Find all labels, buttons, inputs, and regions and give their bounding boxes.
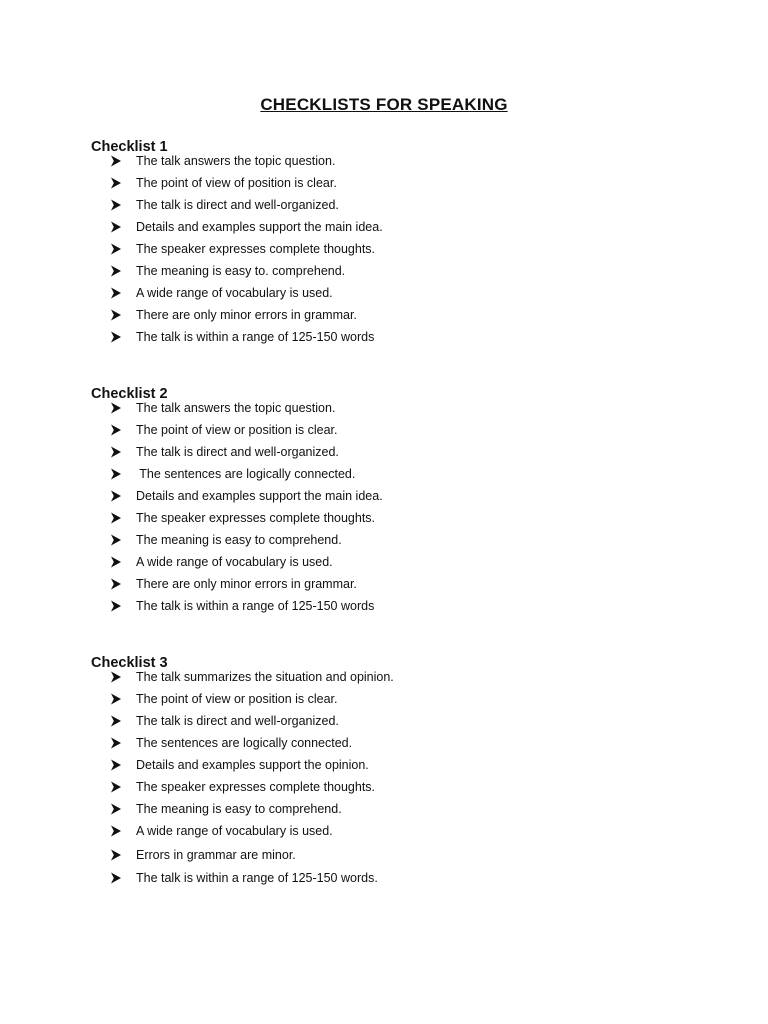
arrowhead-bullet-icon [110,287,122,299]
list-item [0,823,768,843]
list-item-text: The talk is direct and well-organized. [136,714,339,728]
list-item-text: The speaker expresses complete thoughts. [136,242,376,256]
list-item [0,444,768,464]
list-item-text: The point of view of position is clear. [136,176,337,190]
arrowhead-bullet-icon [110,534,122,546]
arrowhead-bullet-icon [110,468,122,480]
list-item [0,241,768,261]
arrowhead-bullet-icon [110,556,122,568]
list-item-text: The speaker expresses complete thoughts. [136,511,376,525]
list-item [0,263,768,283]
list-item-text: The talk is within a range of 125-150 words. [136,871,378,885]
arrowhead-bullet-icon [110,693,122,705]
arrowhead-bullet-icon [110,309,122,321]
arrowhead-bullet-icon [110,578,122,590]
list-item [0,870,768,890]
list-item [0,285,768,305]
list-item [0,801,768,821]
arrowhead-bullet-icon [110,155,122,167]
arrowhead-bullet-icon [110,872,122,884]
list-item [0,757,768,777]
arrowhead-bullet-icon [110,715,122,727]
list-item-text: The talk answers the topic question. [136,154,336,168]
list-item-text: The talk is direct and well-organized. [136,445,339,459]
list-item [0,598,768,618]
list-item [0,735,768,755]
list-item-text: Details and examples support the opinion. [136,758,369,772]
arrowhead-bullet-icon [110,424,122,436]
list-item [0,153,768,173]
list-item-text: Details and examples support the main idea. [136,489,383,503]
checklist-heading: Checklist 2 [91,386,168,402]
arrowhead-bullet-icon [110,490,122,502]
arrowhead-bullet-icon [110,803,122,815]
checklist-heading: Checklist 3 [91,655,168,671]
list-item-text: Details and examples support the main idea. [136,220,383,234]
list-item [0,691,768,711]
arrowhead-bullet-icon [110,243,122,255]
list-item [0,669,768,689]
list-item-text: The talk is within a range of 125-150 words [136,599,375,613]
checklist-heading: Checklist 1 [91,139,168,155]
arrowhead-bullet-icon [110,849,122,861]
arrowhead-bullet-icon [110,265,122,277]
list-item [0,488,768,508]
list-item [0,329,768,349]
arrowhead-bullet-icon [110,221,122,233]
page-title: CHECKLISTS FOR SPEAKING [260,95,508,114]
list-item-text: The meaning is easy to. comprehend. [136,264,346,278]
list-item [0,532,768,552]
list-item [0,307,768,327]
list-item [0,400,768,420]
list-item-text: The point of view or position is clear. [136,423,338,437]
list-item-text: The talk summarizes the situation and opinion. [136,670,394,684]
list-item [0,510,768,530]
list-item [0,576,768,596]
list-item [0,466,768,486]
list-item [0,197,768,217]
arrowhead-bullet-icon [110,737,122,749]
list-item-text: The sentences are logically connected. [136,736,353,750]
arrowhead-bullet-icon [110,331,122,343]
arrowhead-bullet-icon [110,781,122,793]
list-item [0,554,768,574]
list-item-text: There are only minor errors in grammar. [136,577,357,591]
arrowhead-bullet-icon [110,177,122,189]
list-item-text: The sentences are logically connected. [136,467,356,481]
arrowhead-bullet-icon [110,402,122,414]
list-item [0,219,768,239]
list-item-text: The talk is direct and well-organized. [136,198,339,212]
list-item-text: The talk answers the topic question. [136,401,336,415]
arrowhead-bullet-icon [110,825,122,837]
list-item-text: The speaker expresses complete thoughts. [136,780,376,794]
list-item [0,847,768,867]
arrowhead-bullet-icon [110,759,122,771]
list-item [0,175,768,195]
list-item [0,779,768,799]
list-item-text: The talk is within a range of 125-150 words [136,330,375,344]
list-item-text: A wide range of vocabulary is used. [136,824,333,838]
list-item-text: The point of view or position is clear. [136,692,338,706]
list-item-text: There are only minor errors in grammar. [136,308,357,322]
list-item [0,713,768,733]
list-item-text: The meaning is easy to comprehend. [136,533,342,547]
list-item-text: The meaning is easy to comprehend. [136,802,342,816]
list-item [0,422,768,442]
arrowhead-bullet-icon [110,671,122,683]
arrowhead-bullet-icon [110,199,122,211]
list-item-text: A wide range of vocabulary is used. [136,555,333,569]
arrowhead-bullet-icon [110,446,122,458]
arrowhead-bullet-icon [110,600,122,612]
list-item-text: Errors in grammar are minor. [136,848,296,862]
list-item-text: A wide range of vocabulary is used. [136,286,333,300]
arrowhead-bullet-icon [110,512,122,524]
